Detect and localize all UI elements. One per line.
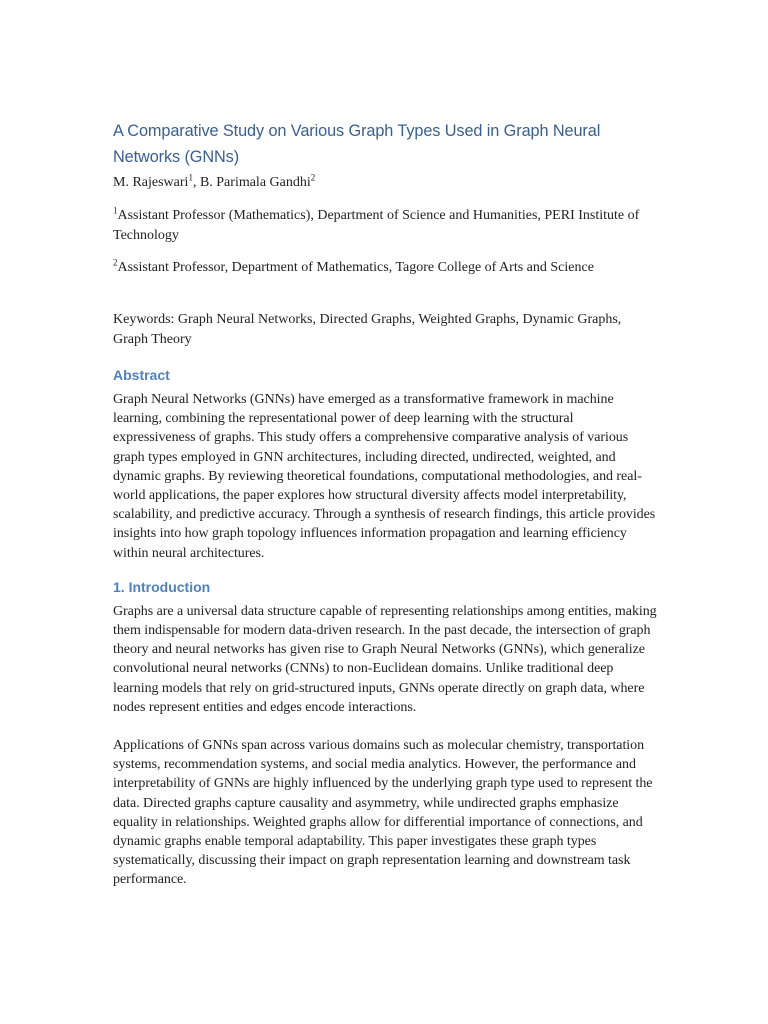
paper-title: A Comparative Study on Various Graph Types Used in Graph Neural Networks (GNNs)	[113, 122, 601, 166]
affiliation-superscript: 1	[113, 205, 118, 216]
intro-paragraph-1: Graphs are a universal data structure capable of representing relationships among entities, making them indispensable for modern data-driven research. In the past decade, the intersection of graph theory and neural networks has given rise to Graph Neural Networks (GNNs), which generalize convolutional neural networks (CNNs) to non-Euclidean domains. Unlike traditional deep learning models that rely on grid-structured inputs, GNNs operate directly on graph data, where nodes represent entities and edges encode interactions.	[113, 603, 657, 715]
abstract-heading: Abstract	[113, 367, 170, 383]
author-separator: ,	[192, 175, 200, 190]
affiliation-text: Assistant Professor, Department of Mathematics, Tagore College of Arts and Science	[117, 260, 594, 275]
author-name: B. Parimala Gandhi	[199, 175, 311, 190]
author-line	[113, 173, 658, 193]
paper-content	[113, 118, 658, 890]
affiliation-1	[113, 206, 658, 246]
affiliation-2	[113, 258, 658, 278]
keywords: Keywords: Graph Neural Networks, Directed Graphs, Weighted Graphs, Dynamic Graphs, Graph Theory	[113, 312, 622, 347]
affiliation-superscript: 2	[113, 257, 118, 268]
introduction-heading: 1. Introduction	[113, 578, 211, 595]
intro-paragraph-2: Applications of GNNs span across various domains such as molecular chemistry, transportation systems, recommendation systems, and social media analytics. However, the performance and interpretability of GNNs are highly influenced by the underlying graph type used to represent the data. Directed graphs capture causality and asymmetry, while undirected graphs emphasize equality in relationships. Weighted graphs allow for differential importance of connections, and dynamic graphs enable temporal adaptability. This paper investigates these graph types systematically, discussing their impact on graph representation learning and downstream task performance.	[113, 738, 653, 888]
affiliation-text: Assistant Professor (Mathematics), Department of Science and Humanities, PERI Institute of Technology	[113, 208, 640, 243]
author-superscript: 2	[310, 172, 316, 183]
author-superscript: 1	[188, 172, 193, 183]
author-name: M. Rajeswari	[113, 175, 189, 190]
abstract-text: Graph Neural Networks (GNNs) have emerged as a transformative framework in machine learning, combining the representational power of deep learning with the structural expressiveness of graphs. This study offers a comprehensive comparative analysis of various graph types employed in GNN architectures, including directed, undirected, weighted, and dynamic graphs. By reviewing theoretical foundations, computational methodologies, and real-world applications, the paper explores how structural diversity affects model interpretability, scalability, and predictive accuracy. Through a synthesis of research findings, this article provides insights into how graph topology influences information propagation and learning efficiency within neural architectures.	[113, 392, 656, 561]
